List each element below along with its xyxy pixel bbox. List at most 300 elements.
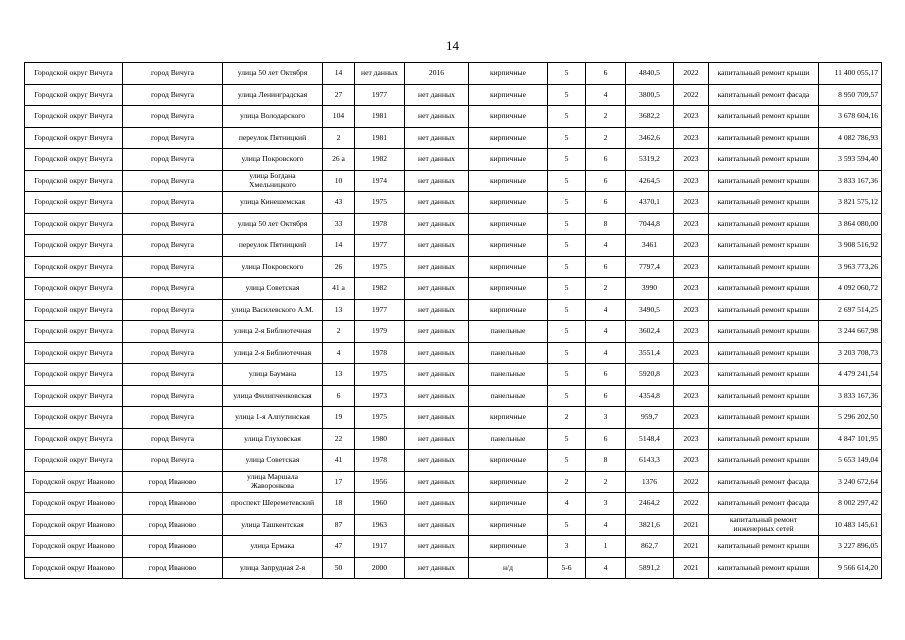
cell-other-year: нет данных: [405, 170, 469, 192]
cell-work-type: капитальный ремонт инженерных сетей: [709, 514, 819, 536]
cell-area: 1376: [626, 471, 674, 493]
cell-settlement: город Вичуга: [123, 106, 223, 128]
cell-wall-material: кирпичные: [469, 536, 548, 558]
cell-area: 5920,8: [626, 364, 674, 386]
cell-house-number: 6: [323, 385, 355, 407]
table-row: [25, 299, 882, 321]
cell-municipality: Городской округ Вичуга: [25, 84, 123, 106]
cell-street: улица Филипченковская: [223, 385, 323, 407]
cell-build-year: 1977: [355, 299, 405, 321]
cell-entrances: 4: [586, 299, 626, 321]
cell-entrances: 6: [586, 170, 626, 192]
cell-entrances: 3: [586, 407, 626, 429]
cell-municipality: Городской округ Вичуга: [25, 407, 123, 429]
cell-work-type: капитальный ремонт крыши: [709, 149, 819, 171]
cell-house-number: 22: [323, 428, 355, 450]
cell-house-number: 104: [323, 106, 355, 128]
cell-other-year: нет данных: [405, 536, 469, 558]
cell-build-year: 1975: [355, 256, 405, 278]
cell-municipality: Городской округ Иваново: [25, 514, 123, 536]
cell-house-number: 41: [323, 450, 355, 472]
cell-cost: 9 566 614,20: [819, 557, 882, 579]
cell-work-type: капитальный ремонт крыши: [709, 342, 819, 364]
cell-floors: 2: [548, 471, 586, 493]
cell-settlement: город Иваново: [123, 557, 223, 579]
cell-street: улица Глуховская: [223, 428, 323, 450]
table-row: [25, 407, 882, 429]
cell-floors: 5: [548, 278, 586, 300]
cell-floors: 5: [548, 514, 586, 536]
cell-wall-material: кирпичные: [469, 235, 548, 257]
cell-street: переулок Пятницкий: [223, 235, 323, 257]
table-row: [25, 342, 882, 364]
cell-street: улица Маршала Жаворонкова: [223, 471, 323, 493]
cell-street: улица 50 лет Октября: [223, 63, 323, 85]
cell-municipality: Городской округ Вичуга: [25, 450, 123, 472]
cell-work-year: 2023: [674, 256, 709, 278]
cell-wall-material: кирпичные: [469, 63, 548, 85]
table-row: [25, 170, 882, 192]
cell-work-year: 2023: [674, 364, 709, 386]
cell-municipality: Городской округ Вичуга: [25, 256, 123, 278]
cell-cost: 3 833 167,36: [819, 170, 882, 192]
cell-house-number: 26: [323, 256, 355, 278]
table-row: [25, 84, 882, 106]
cell-work-type: капитальный ремонт крыши: [709, 170, 819, 192]
cell-floors: 5: [548, 256, 586, 278]
cell-work-year: 2022: [674, 493, 709, 515]
cell-wall-material: кирпичные: [469, 407, 548, 429]
cell-floors: 5: [548, 364, 586, 386]
cell-house-number: 14: [323, 63, 355, 85]
cell-municipality: Городской округ Иваново: [25, 536, 123, 558]
table-row: [25, 63, 882, 85]
cell-cost: 5 653 149,04: [819, 450, 882, 472]
cell-municipality: Городской округ Иваново: [25, 471, 123, 493]
cell-wall-material: кирпичные: [469, 514, 548, 536]
cell-house-number: 2: [323, 127, 355, 149]
cell-area: 5891,2: [626, 557, 674, 579]
cell-municipality: Городской округ Вичуга: [25, 342, 123, 364]
cell-work-type: капитальный ремонт фасада: [709, 471, 819, 493]
cell-work-year: 2023: [674, 170, 709, 192]
cell-entrances: 3: [586, 493, 626, 515]
cell-work-type: капитальный ремонт крыши: [709, 428, 819, 450]
table-row: [25, 450, 882, 472]
cell-house-number: 26 а: [323, 149, 355, 171]
cell-work-year: 2021: [674, 536, 709, 558]
cell-wall-material: кирпичные: [469, 471, 548, 493]
cell-settlement: город Иваново: [123, 493, 223, 515]
cell-other-year: нет данных: [405, 84, 469, 106]
cell-work-year: 2023: [674, 106, 709, 128]
cell-wall-material: кирпичные: [469, 192, 548, 214]
cell-wall-material: панельные: [469, 342, 548, 364]
cell-work-type: капитальный ремонт крыши: [709, 450, 819, 472]
cell-cost: 4 847 101,95: [819, 428, 882, 450]
cell-settlement: город Вичуга: [123, 192, 223, 214]
cell-area: 3462,6: [626, 127, 674, 149]
cell-build-year: 1979: [355, 321, 405, 343]
cell-work-year: 2023: [674, 407, 709, 429]
cell-wall-material: кирпичные: [469, 127, 548, 149]
cell-street: улица Покровского: [223, 149, 323, 171]
cell-floors: 4: [548, 493, 586, 515]
cell-entrances: 8: [586, 450, 626, 472]
cell-cost: 4 082 786,93: [819, 127, 882, 149]
cell-wall-material: кирпичные: [469, 170, 548, 192]
table-row: [25, 192, 882, 214]
cell-build-year: 1982: [355, 278, 405, 300]
cell-work-year: 2023: [674, 299, 709, 321]
cell-area: 3682,2: [626, 106, 674, 128]
cell-settlement: город Вичуга: [123, 63, 223, 85]
table-row: [25, 536, 882, 558]
cell-other-year: нет данных: [405, 557, 469, 579]
table-body: [25, 63, 882, 579]
cell-cost: 8 950 709,57: [819, 84, 882, 106]
cell-cost: 3 593 594,40: [819, 149, 882, 171]
cell-cost: 3 821 575,12: [819, 192, 882, 214]
cell-settlement: город Вичуга: [123, 278, 223, 300]
cell-area: 3602,4: [626, 321, 674, 343]
cell-municipality: Городской округ Иваново: [25, 557, 123, 579]
cell-build-year: 1973: [355, 385, 405, 407]
cell-settlement: город Иваново: [123, 536, 223, 558]
cell-floors: 2: [548, 407, 586, 429]
cell-area: 3461: [626, 235, 674, 257]
cell-other-year: нет данных: [405, 149, 469, 171]
cell-street: улица Володарского: [223, 106, 323, 128]
cell-cost: 11 400 055,17: [819, 63, 882, 85]
cell-entrances: 2: [586, 471, 626, 493]
cell-street: улица Ленинградская: [223, 84, 323, 106]
table-row: [25, 149, 882, 171]
cell-cost: 5 296 202,50: [819, 407, 882, 429]
cell-build-year: нет данных: [355, 63, 405, 85]
cell-settlement: город Вичуга: [123, 149, 223, 171]
cell-work-type: капитальный ремонт крыши: [709, 407, 819, 429]
cell-settlement: город Вичуга: [123, 213, 223, 235]
cell-build-year: 1917: [355, 536, 405, 558]
cell-cost: 2 697 514,25: [819, 299, 882, 321]
cell-settlement: город Иваново: [123, 514, 223, 536]
cell-wall-material: кирпичные: [469, 256, 548, 278]
cell-entrances: 6: [586, 364, 626, 386]
cell-house-number: 10: [323, 170, 355, 192]
cell-house-number: 87: [323, 514, 355, 536]
cell-wall-material: панельные: [469, 321, 548, 343]
cell-work-year: 2022: [674, 471, 709, 493]
cell-municipality: Городской округ Вичуга: [25, 321, 123, 343]
cell-entrances: 4: [586, 84, 626, 106]
cell-floors: 5: [548, 235, 586, 257]
cell-cost: 3 864 080,00: [819, 213, 882, 235]
cell-wall-material: кирпичные: [469, 213, 548, 235]
cell-street: переулок Пятницкий: [223, 127, 323, 149]
cell-area: 7044,8: [626, 213, 674, 235]
cell-settlement: город Вичуга: [123, 407, 223, 429]
cell-area: 3800,5: [626, 84, 674, 106]
cell-area: 3990: [626, 278, 674, 300]
cell-street: улица Кинешемская: [223, 192, 323, 214]
cell-build-year: 1981: [355, 127, 405, 149]
cell-municipality: Городской округ Вичуга: [25, 235, 123, 257]
cell-street: улица 2-я Библиотечная: [223, 321, 323, 343]
cell-wall-material: кирпичные: [469, 84, 548, 106]
cell-entrances: 4: [586, 342, 626, 364]
cell-entrances: 4: [586, 514, 626, 536]
cell-entrances: 8: [586, 213, 626, 235]
table-row: [25, 106, 882, 128]
cell-house-number: 4: [323, 342, 355, 364]
table-row: [25, 557, 882, 579]
cell-floors: 5: [548, 428, 586, 450]
cell-other-year: нет данных: [405, 321, 469, 343]
cell-work-year: 2023: [674, 450, 709, 472]
cell-area: 3821,6: [626, 514, 674, 536]
table-row: [25, 235, 882, 257]
cell-area: 4840,5: [626, 63, 674, 85]
cell-cost: 3 227 896,05: [819, 536, 882, 558]
cell-street: проспект Шереметевский: [223, 493, 323, 515]
cell-work-year: 2023: [674, 149, 709, 171]
cell-area: 959,7: [626, 407, 674, 429]
cell-work-year: 2022: [674, 84, 709, 106]
cell-wall-material: панельные: [469, 428, 548, 450]
cell-settlement: город Вичуга: [123, 127, 223, 149]
housing-repair-table: [24, 62, 882, 579]
cell-settlement: город Вичуга: [123, 321, 223, 343]
cell-wall-material: кирпичные: [469, 450, 548, 472]
cell-work-type: капитальный ремонт крыши: [709, 106, 819, 128]
table-row: [25, 364, 882, 386]
cell-work-year: 2021: [674, 514, 709, 536]
cell-build-year: 1975: [355, 407, 405, 429]
cell-floors: 5: [548, 213, 586, 235]
cell-other-year: нет данных: [405, 256, 469, 278]
cell-cost: 3 833 167,36: [819, 385, 882, 407]
cell-entrances: 4: [586, 235, 626, 257]
table-row: [25, 428, 882, 450]
cell-build-year: 1975: [355, 192, 405, 214]
cell-build-year: 1982: [355, 149, 405, 171]
cell-floors: 5: [548, 149, 586, 171]
cell-wall-material: кирпичные: [469, 278, 548, 300]
table-row: [25, 127, 882, 149]
cell-cost: 8 002 297,42: [819, 493, 882, 515]
cell-other-year: нет данных: [405, 127, 469, 149]
table-row: [25, 471, 882, 493]
cell-street: улица Запрудная 2-я: [223, 557, 323, 579]
cell-wall-material: панельные: [469, 364, 548, 386]
cell-build-year: 1978: [355, 213, 405, 235]
cell-other-year: нет данных: [405, 106, 469, 128]
cell-work-type: капитальный ремонт крыши: [709, 192, 819, 214]
cell-floors: 5: [548, 63, 586, 85]
table-row: [25, 321, 882, 343]
cell-settlement: город Вичуга: [123, 364, 223, 386]
cell-wall-material: н/д: [469, 557, 548, 579]
cell-municipality: Городской округ Вичуга: [25, 106, 123, 128]
cell-build-year: 1974: [355, 170, 405, 192]
cell-settlement: город Вичуга: [123, 235, 223, 257]
table-row: [25, 213, 882, 235]
cell-street: улица Баумана: [223, 364, 323, 386]
cell-floors: 5: [548, 299, 586, 321]
cell-municipality: Городской округ Вичуга: [25, 299, 123, 321]
cell-entrances: 2: [586, 127, 626, 149]
cell-work-year: 2023: [674, 127, 709, 149]
cell-municipality: Городской округ Вичуга: [25, 428, 123, 450]
cell-floors: 5: [548, 106, 586, 128]
cell-build-year: 2000: [355, 557, 405, 579]
cell-area: 5148,4: [626, 428, 674, 450]
cell-entrances: 6: [586, 256, 626, 278]
cell-work-type: капитальный ремонт крыши: [709, 299, 819, 321]
cell-municipality: Городской округ Вичуга: [25, 63, 123, 85]
cell-entrances: 4: [586, 557, 626, 579]
cell-street: улица Богдана Хмельницкого: [223, 170, 323, 192]
cell-work-year: 2023: [674, 235, 709, 257]
cell-area: 7797,4: [626, 256, 674, 278]
cell-other-year: нет данных: [405, 407, 469, 429]
cell-area: 862,7: [626, 536, 674, 558]
cell-other-year: нет данных: [405, 213, 469, 235]
cell-wall-material: кирпичные: [469, 493, 548, 515]
cell-municipality: Городской округ Вичуга: [25, 127, 123, 149]
cell-street: улица Советская: [223, 278, 323, 300]
cell-work-year: 2023: [674, 278, 709, 300]
cell-municipality: Городской округ Иваново: [25, 493, 123, 515]
cell-work-type: капитальный ремонт фасада: [709, 493, 819, 515]
cell-entrances: 2: [586, 106, 626, 128]
cell-area: 4264,5: [626, 170, 674, 192]
cell-municipality: Городской округ Вичуга: [25, 364, 123, 386]
cell-cost: 3 244 667,98: [819, 321, 882, 343]
cell-wall-material: панельные: [469, 385, 548, 407]
table-row: [25, 278, 882, 300]
cell-settlement: город Вичуга: [123, 84, 223, 106]
cell-floors: 5: [548, 170, 586, 192]
cell-entrances: 6: [586, 149, 626, 171]
cell-work-year: 2023: [674, 192, 709, 214]
cell-work-type: капитальный ремонт крыши: [709, 364, 819, 386]
cell-area: 3490,5: [626, 299, 674, 321]
cell-cost: 4 479 241,54: [819, 364, 882, 386]
cell-house-number: 14: [323, 235, 355, 257]
cell-floors: 5: [548, 385, 586, 407]
cell-house-number: 33: [323, 213, 355, 235]
cell-work-year: 2021: [674, 557, 709, 579]
cell-street: улица Василевского А.М.: [223, 299, 323, 321]
cell-other-year: нет данных: [405, 514, 469, 536]
cell-other-year: нет данных: [405, 192, 469, 214]
cell-municipality: Городской округ Вичуга: [25, 278, 123, 300]
cell-street: улица Ташкентская: [223, 514, 323, 536]
cell-other-year: 2016: [405, 63, 469, 85]
cell-house-number: 50: [323, 557, 355, 579]
cell-area: 4354,8: [626, 385, 674, 407]
cell-house-number: 17: [323, 471, 355, 493]
cell-street: улица Советская: [223, 450, 323, 472]
cell-house-number: 18: [323, 493, 355, 515]
cell-entrances: 6: [586, 192, 626, 214]
table-row: [25, 514, 882, 536]
cell-municipality: Городской округ Вичуга: [25, 192, 123, 214]
cell-settlement: город Вичуга: [123, 299, 223, 321]
cell-street: улица 50 лет Октября: [223, 213, 323, 235]
cell-floors: 5-6: [548, 557, 586, 579]
cell-work-year: 2023: [674, 385, 709, 407]
cell-build-year: 1963: [355, 514, 405, 536]
cell-work-year: 2022: [674, 63, 709, 85]
cell-municipality: Городской округ Вичуга: [25, 170, 123, 192]
table-row: [25, 256, 882, 278]
cell-build-year: 1977: [355, 235, 405, 257]
cell-house-number: 27: [323, 84, 355, 106]
cell-work-type: капитальный ремонт крыши: [709, 557, 819, 579]
cell-settlement: город Вичуга: [123, 170, 223, 192]
cell-work-type: капитальный ремонт крыши: [709, 321, 819, 343]
cell-other-year: нет данных: [405, 493, 469, 515]
cell-street: улица 2-я Библиотечная: [223, 342, 323, 364]
cell-cost: 10 483 145,61: [819, 514, 882, 536]
cell-municipality: Городской округ Вичуга: [25, 149, 123, 171]
cell-build-year: 1956: [355, 471, 405, 493]
cell-settlement: город Вичуга: [123, 256, 223, 278]
cell-floors: 5: [548, 342, 586, 364]
cell-floors: 5: [548, 84, 586, 106]
cell-street: улица Покровского: [223, 256, 323, 278]
cell-cost: 3 963 773,26: [819, 256, 882, 278]
cell-entrances: 1: [586, 536, 626, 558]
cell-area: 2464,2: [626, 493, 674, 515]
cell-build-year: 1981: [355, 106, 405, 128]
cell-house-number: 47: [323, 536, 355, 558]
cell-work-year: 2023: [674, 342, 709, 364]
cell-house-number: 19: [323, 407, 355, 429]
cell-floors: 3: [548, 536, 586, 558]
cell-work-year: 2023: [674, 321, 709, 343]
cell-house-number: 2: [323, 321, 355, 343]
table-row: [25, 385, 882, 407]
cell-floors: 5: [548, 127, 586, 149]
cell-floors: 5: [548, 450, 586, 472]
cell-work-type: капитальный ремонт крыши: [709, 536, 819, 558]
cell-work-year: 2023: [674, 428, 709, 450]
cell-wall-material: кирпичные: [469, 299, 548, 321]
cell-work-type: капитальный ремонт крыши: [709, 213, 819, 235]
cell-entrances: 6: [586, 385, 626, 407]
cell-build-year: 1975: [355, 364, 405, 386]
cell-house-number: 43: [323, 192, 355, 214]
cell-entrances: 6: [586, 63, 626, 85]
cell-build-year: 1960: [355, 493, 405, 515]
cell-street: улица 1-я Алпутинская: [223, 407, 323, 429]
cell-settlement: город Вичуга: [123, 342, 223, 364]
cell-cost: 3 908 516,92: [819, 235, 882, 257]
cell-other-year: нет данных: [405, 299, 469, 321]
cell-municipality: Городской округ Вичуга: [25, 213, 123, 235]
cell-other-year: нет данных: [405, 342, 469, 364]
cell-wall-material: кирпичные: [469, 106, 548, 128]
cell-floors: 5: [548, 192, 586, 214]
cell-other-year: нет данных: [405, 278, 469, 300]
cell-house-number: 13: [323, 299, 355, 321]
cell-entrances: 6: [586, 428, 626, 450]
cell-entrances: 4: [586, 321, 626, 343]
